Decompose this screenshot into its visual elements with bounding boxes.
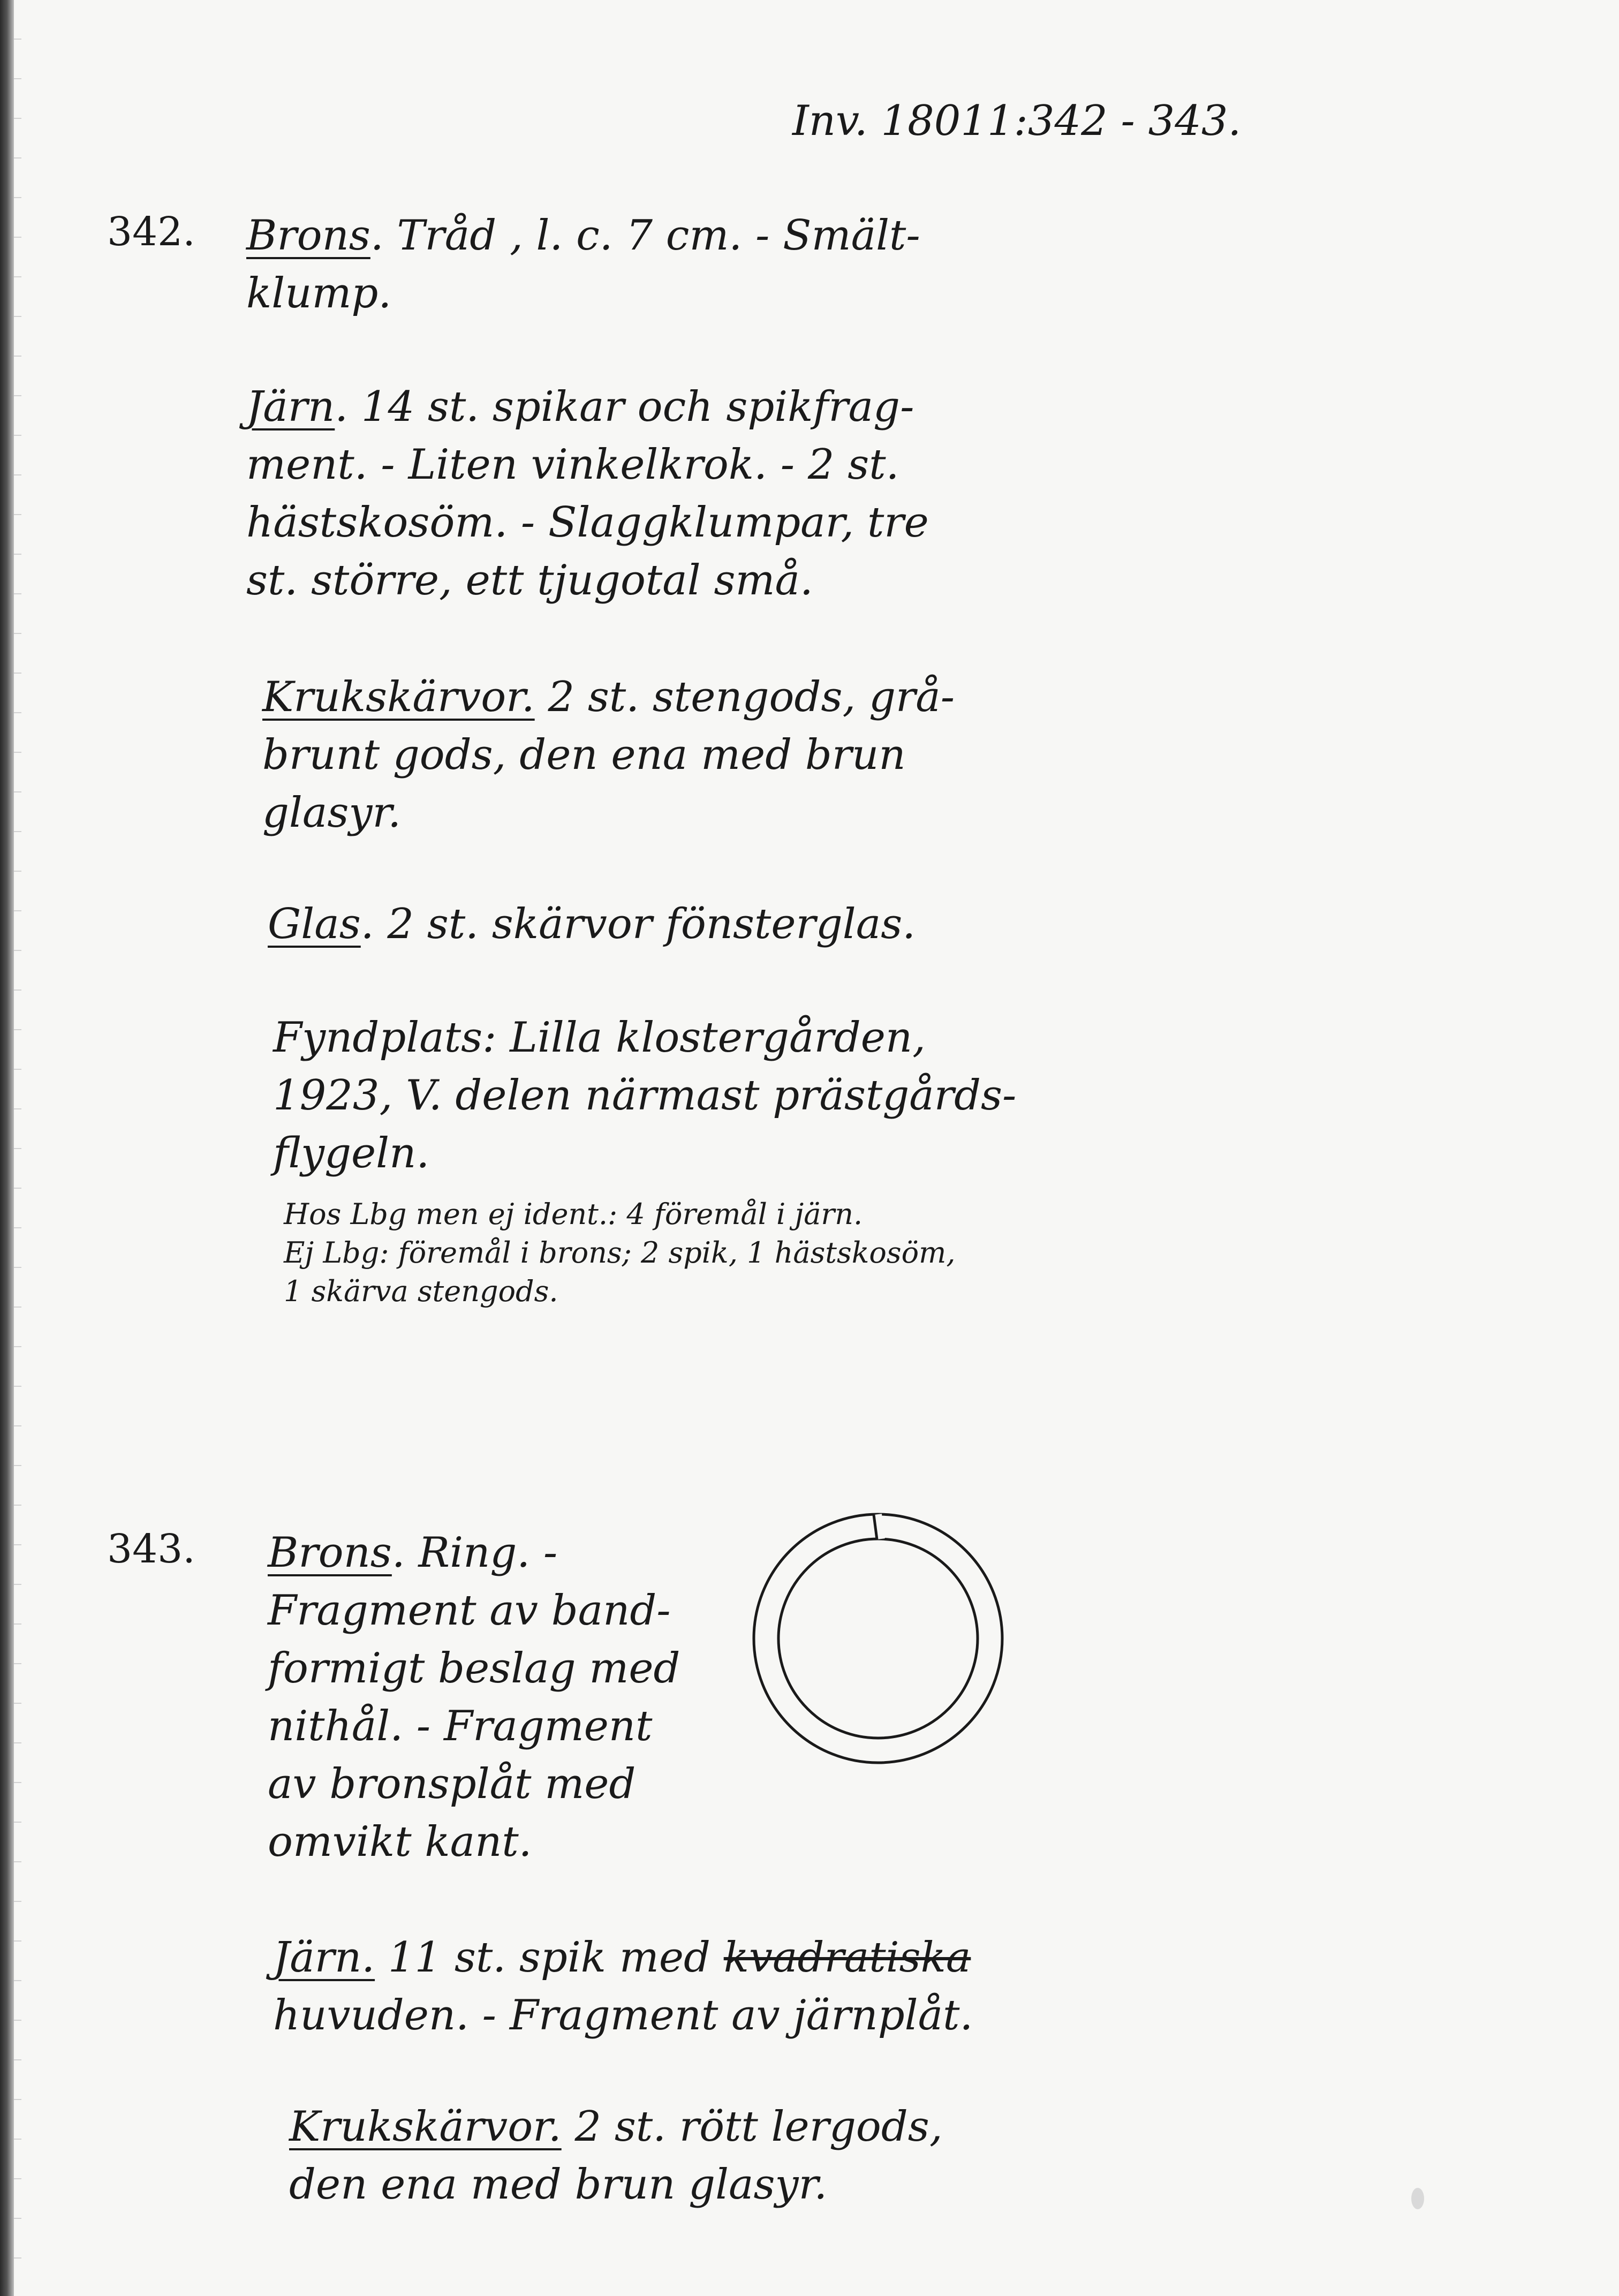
label-jarn: Järn: [246, 383, 335, 431]
note-line: 1 skärva stengods.: [284, 1274, 558, 1308]
text-line: Fyndplats: Lilla klostergården,: [273, 1014, 926, 1062]
ring-gap: [878, 1514, 881, 1539]
text-line: den ena med brun glasyr.: [289, 2161, 828, 2209]
note-line: Hos Lbg men ej ident.: 4 föremål i järn.: [284, 1197, 863, 1231]
text-line: . 2 st. skärvor fönsterglas.: [360, 900, 916, 948]
text-line: av bronsplåt med: [268, 1760, 636, 1808]
entry-number-343: 343.: [107, 1526, 195, 1572]
text-line: nithål. - Fragment: [268, 1702, 653, 1750]
text-line: . Tråd , l. c. 7 cm. - Smält-: [370, 212, 920, 260]
entry-343-brons: [268, 1524, 680, 1871]
text-line: glasyr.: [262, 789, 401, 837]
text-line: . 14 st. spikar och spikfrag-: [335, 383, 914, 431]
inventory-number: Inv. 18011:342 - 343.: [792, 97, 1242, 145]
label-krukskarvor: Krukskärvor.: [262, 673, 535, 721]
text-line: hästskosöm. - Slaggklumpar, tre: [246, 499, 929, 547]
text-line: 11 st. spik med: [375, 1934, 724, 1982]
label-glas: Glas: [268, 900, 361, 948]
entry-342-fyndplats: [273, 1009, 1016, 1182]
binding-edge: [0, 0, 14, 2296]
ring-drawing: [739, 1499, 1017, 1778]
label-krukskarvor: Krukskärvor.: [289, 2103, 562, 2151]
text-line: flygeln.: [273, 1129, 430, 1177]
text-line: 2 st. rött lergods,: [561, 2103, 943, 2151]
ring-inner-edge: [778, 1539, 978, 1738]
text-line: huvuden. - Fragment av järnplåt.: [273, 1991, 973, 2040]
text-line: . Ring. -: [391, 1529, 558, 1577]
entry-342-krukskarvor: [262, 668, 955, 842]
entry-number-342: 342.: [107, 209, 195, 255]
text-line: formigt beslag med: [268, 1644, 680, 1693]
text-line: 1923, V. delen närmast prästgårds-: [273, 1071, 1017, 1120]
entry-343-krukskarvor: [289, 2098, 943, 2214]
label-brons: Brons: [246, 212, 370, 260]
entry-342-jarn: [246, 378, 929, 609]
ring-outer-edge: [754, 1514, 1002, 1763]
entry-342-notes: [284, 1195, 956, 1311]
text-line: st. större, ett tjugotal små.: [246, 556, 813, 605]
binding-ruler-ticks: [14, 0, 21, 2296]
paper-blemish: [1411, 2188, 1424, 2209]
label-jarn: Järn.: [273, 1934, 375, 1982]
note-line: Ej Lbg: föremål i brons; 2 spik, 1 hästskosöm,: [284, 1236, 956, 1270]
text-line: 2 st. stengods, grå-: [534, 673, 955, 721]
entry-343-jarn: [273, 1929, 973, 2044]
entry-342-brons: [246, 207, 920, 322]
text-line: brunt gods, den ena med brun: [262, 731, 906, 779]
struck-word: kvadratiska: [723, 1934, 971, 1982]
entry-342-glas: [268, 895, 916, 953]
text-line: ment. - Liten vinkelkrok. - 2 st.: [246, 441, 899, 489]
text-line: omvikt kant.: [268, 1818, 532, 1866]
text-line: Fragment av band-: [268, 1587, 671, 1635]
text-line: klump.: [246, 269, 392, 318]
label-brons: Brons: [268, 1529, 392, 1577]
